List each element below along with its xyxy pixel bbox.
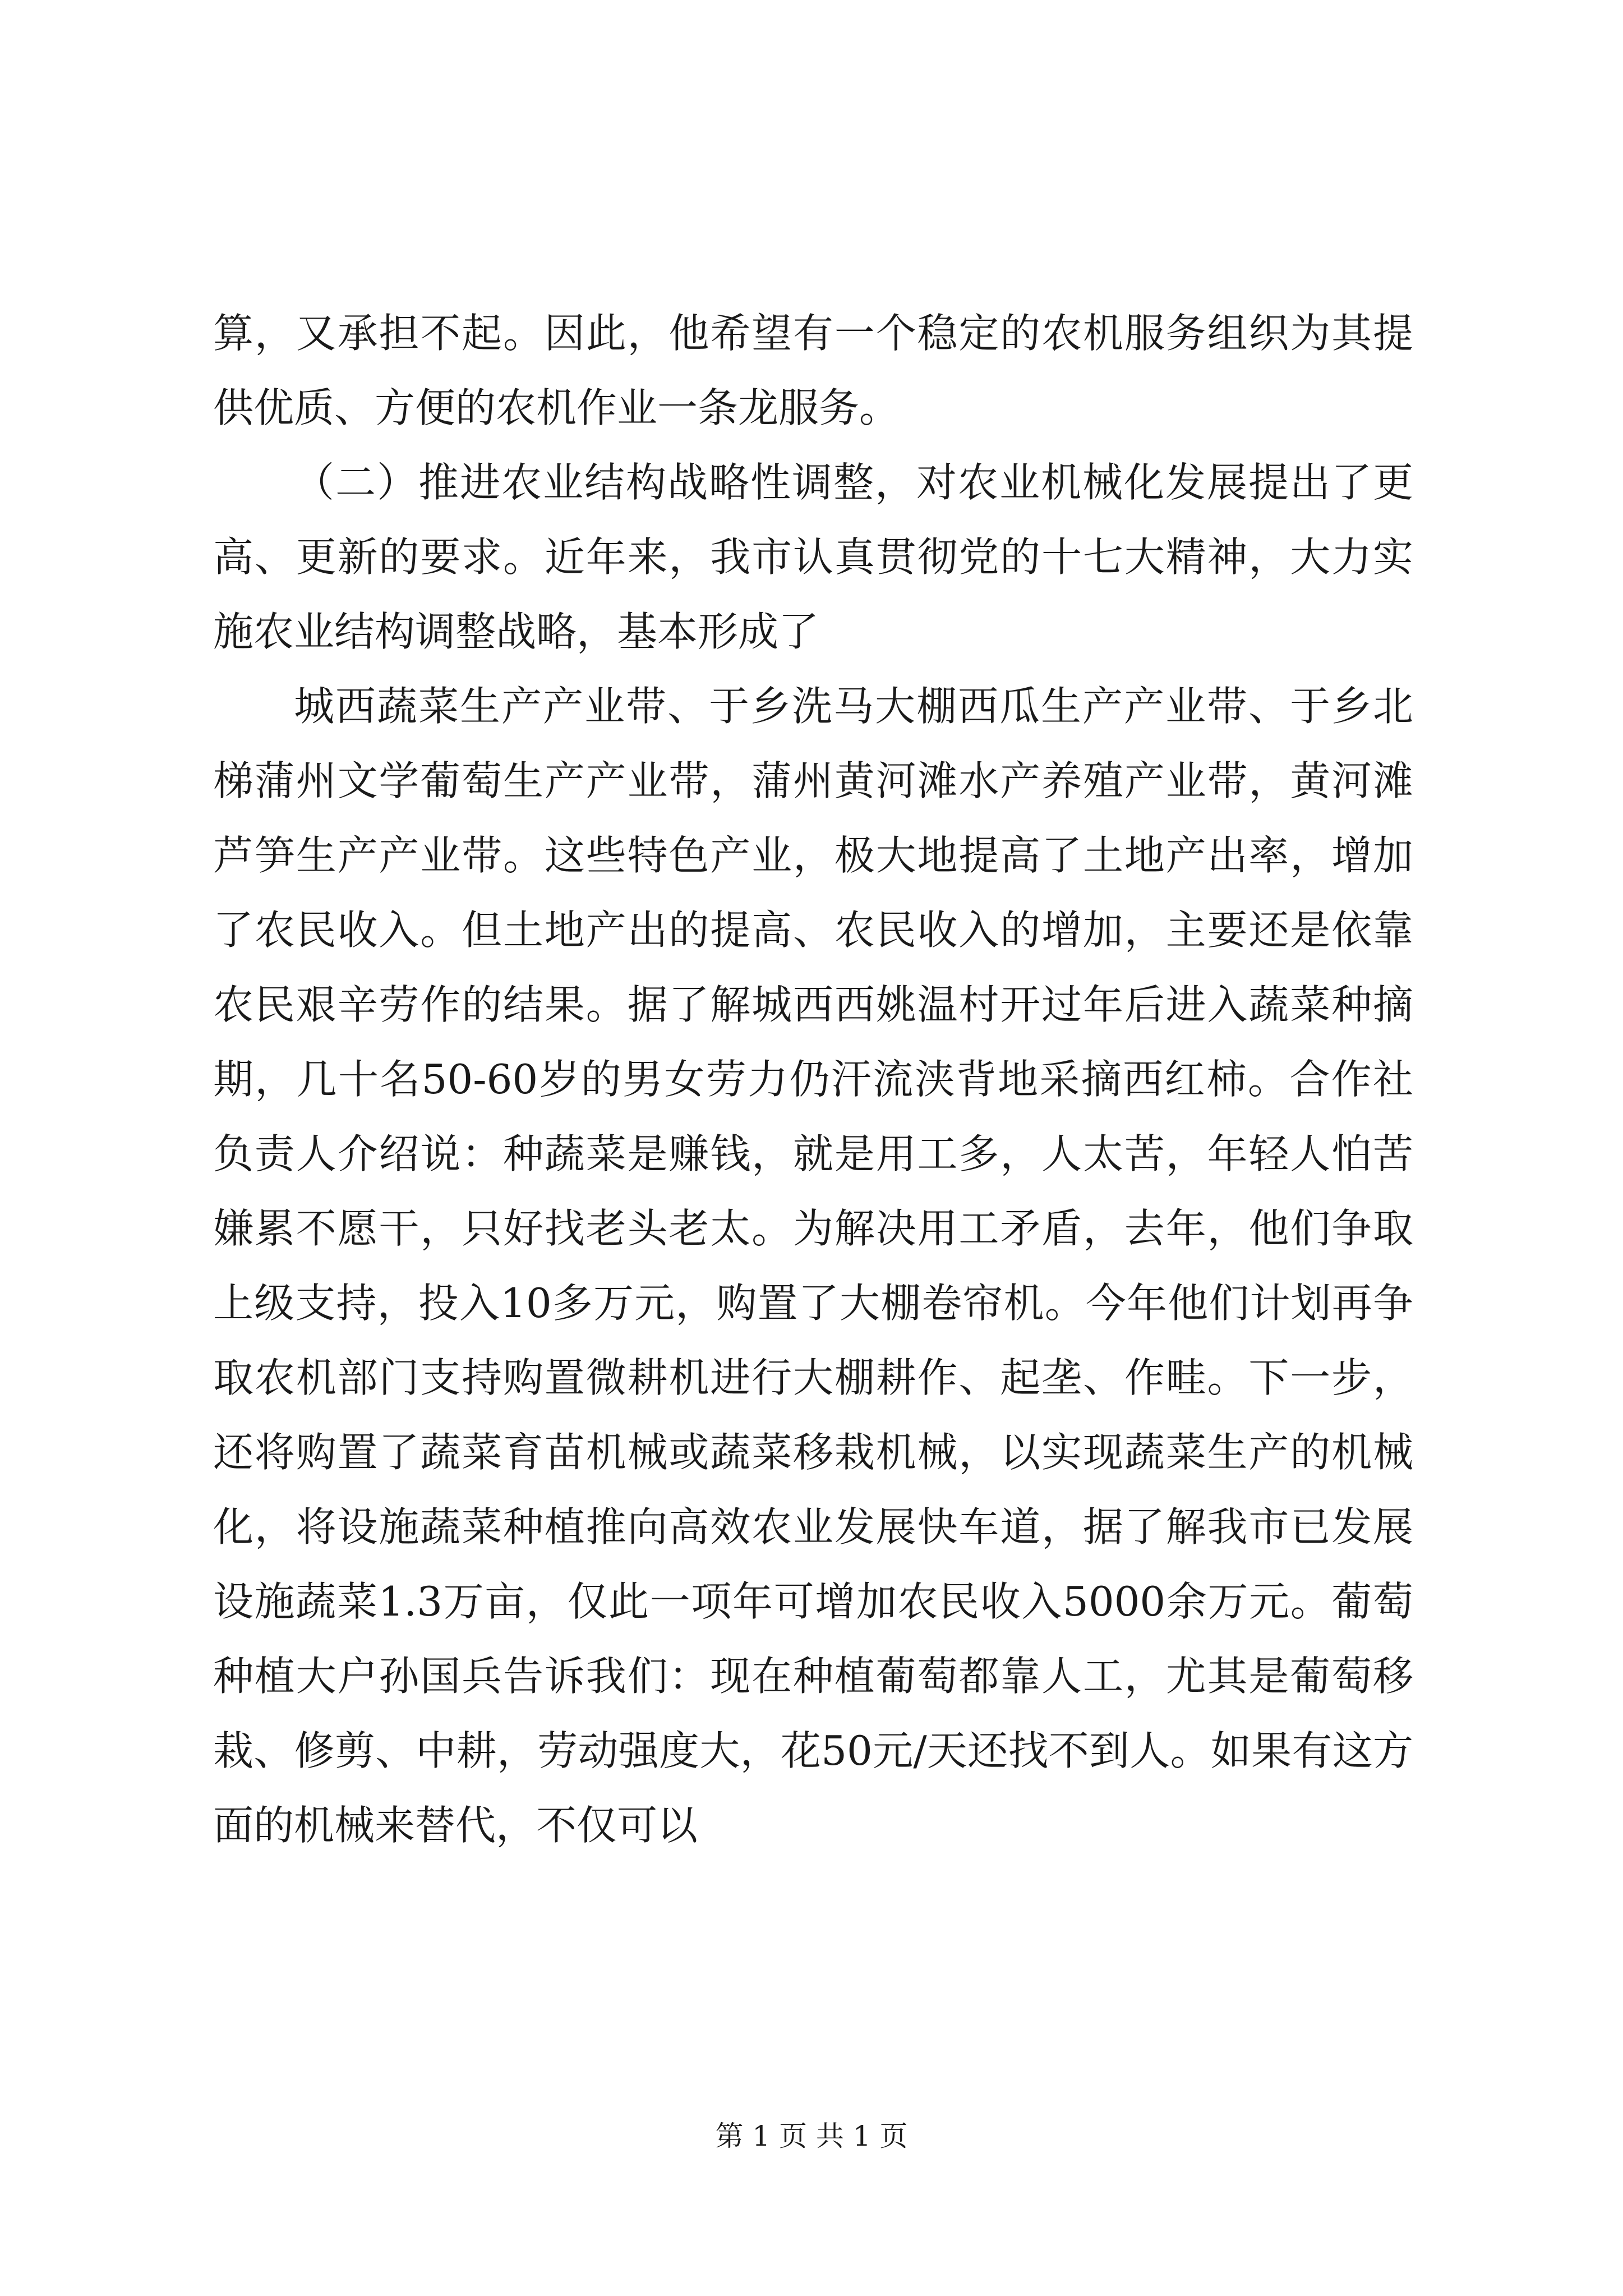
- paragraph-continuation: 算，又承担不起。因此，他希望有一个稳定的农机服务组织为其提供优质、方便的农机作业一条龙服务。: [213, 310, 1413, 431]
- document-body: [213, 296, 1413, 1863]
- page-footer: 第 1 页 共 1 页: [715, 2120, 908, 2152]
- paragraph-section-two: （二）推进农业结构战略性调整，对农业机械化发展提出了更高、更新的要求。近年来，我市认真贯彻党的十七大精神，大力实施农业结构调整战略，基本形成了: [213, 459, 1413, 655]
- paragraph-industry-belts: 城西蔬菜生产产业带、于乡洗马大棚西瓜生产产业带、于乡北梯蒲州文学葡萄生产产业带，蒲州黄河滩水产养殖产业带，黄河滩芦笋生产产业带。这些特色产业，极大地提高了土地产出率，增加了农民收入。但土地产出的提高、农民收入的增加，主要还是依靠农民艰辛劳作的结果。据了解城西西姚温村开过年后进入蔬菜种摘期，几十名50-60岁的男女劳力仍汗流浃背地采摘西红柿。合作社负责人介绍说：种蔬菜是赚钱，就是用工多，人太苦，年轻人怕苦嫌累不愿干，只好找老头老太。为解决用工矛盾，去年，他们争取上级支持，投入10多万元，购置了大棚卷帘机。今年他们计划再争取农机部门支持购置微耕机进行大棚耕作、起垄、作畦。下一步，还将购置了蔬菜育苗机械或蔬菜移栽机械，以实现蔬菜生产的机械化，将设施蔬菜种植推向高效农业发展快车道，据了解我市已发展设施蔬菜1.3万亩，仅此一项年可增加农民收入5000余万元。葡萄种植大户孙国兵告诉我们：现在种植葡萄都靠人工，尤其是葡萄移栽、修剪、中耕，劳动强度大，花50元/天还找不到人。如果有这方面的机械来替代，不仅可以: [213, 683, 1413, 1849]
